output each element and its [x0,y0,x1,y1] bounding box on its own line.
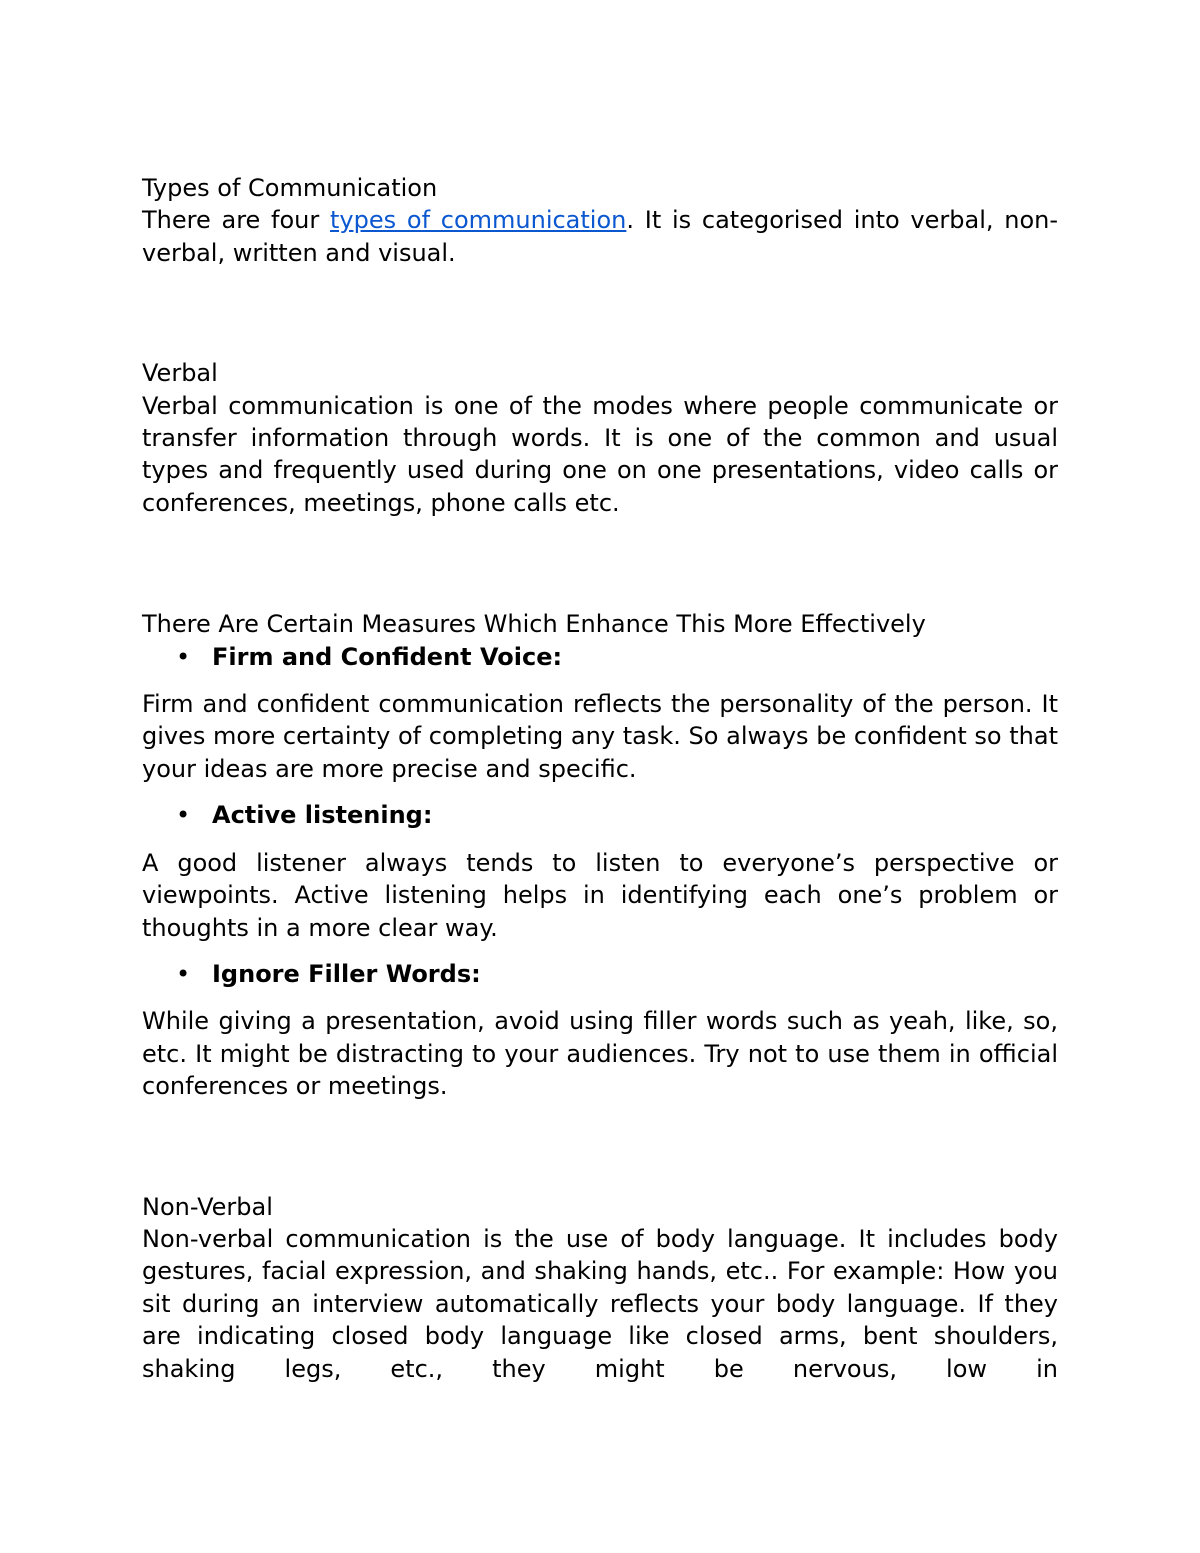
bullet-title: Firm and Confident Voice: [212,642,563,671]
section-heading-types: Types of Communication [142,174,438,202]
section-heading-verbal: Verbal [142,359,218,388]
intro-text-after-link: . It is categorised into verbal, non-verbal, written and visual. [142,206,1059,267]
section-heading-measures: There Are Certain Measures Which Enhance This More Effectively [142,610,926,639]
bullet-icon: • [176,959,191,988]
bullet-icon: • [176,642,191,671]
spacer [142,1103,1058,1191]
intro-text-before-link: There are four [142,206,331,235]
section-heading-nonverbal: Non-Verbal [142,1192,273,1221]
spacer [142,269,1058,357]
bullet-icon: • [176,801,191,830]
filler-words-paragraph: While giving a presentation, avoid using filler words such as yeah, like, so, etc. It might be distracting to your audiences. Try not to use them in official conferences or meetings. [142,1007,1058,1101]
bullet-title: Ignore Filler Words: [212,959,481,988]
bullet-item-firm-voice [142,641,1058,673]
types-of-communication-link[interactable]: types of communication [330,206,627,235]
bullet-title: Active listening: [212,801,433,830]
spacer [142,519,1058,608]
nonverbal-paragraph: Non-verbal communication is the use of body language. It includes body gestures, facial expression, and shaking hands, etc.. For example: How you sit during an interview automatically reflects your body language. If they are indicating closed body language like closed arms, bent shoulders, shaking legs, etc., they might be nervous, low in [142,1224,1058,1383]
active-listening-paragraph: A good listener always tends to listen to everyone’s perspective or viewpoints. Active listening helps in identifying each one’s problem or thoughts in a more clear way. [142,848,1058,942]
document-content [142,172,1058,1385]
verbal-paragraph: Verbal communication is one of the modes where people communicate or transfer information through words. It is one of the common and usual types and frequently used during one on one presentations, video calls or conferences, meetings, phone calls etc. [142,391,1058,517]
bullet-item-filler-words [142,958,1058,990]
intro-paragraph [142,204,1058,269]
bullet-item-active-listening [142,799,1058,831]
firm-voice-paragraph: Firm and confident communication reflects the personality of the person. It gives more certainty of completing any task. So always be confident so that your ideas are more precise and specific. [142,690,1058,783]
